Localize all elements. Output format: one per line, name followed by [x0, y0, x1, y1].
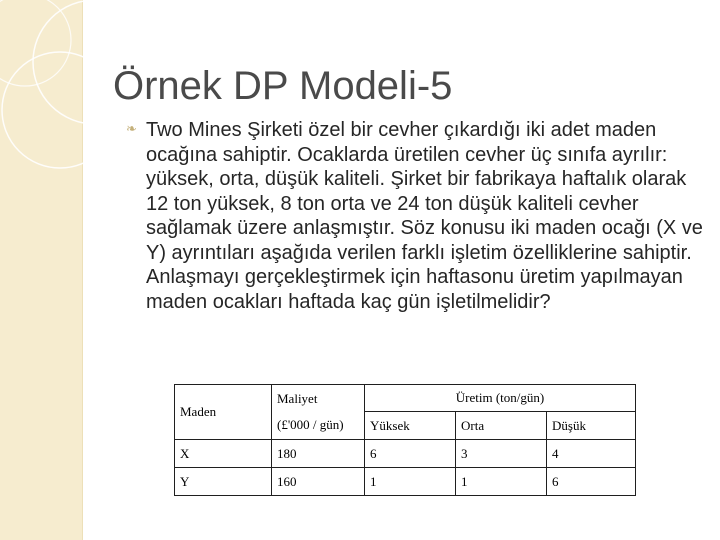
decorative-side-band: [0, 0, 82, 540]
cell-yuksek: 1: [365, 468, 456, 496]
cell-maden: Y: [175, 468, 272, 496]
cell-maliyet: 180: [272, 440, 365, 468]
header-maden: Maden: [175, 385, 272, 440]
cell-maliyet: 160: [272, 468, 365, 496]
cell-orta: 1: [456, 468, 547, 496]
cell-dusuk: 6: [547, 468, 636, 496]
bullet-icon: ❧: [126, 122, 137, 137]
header-orta: Orta: [456, 412, 547, 440]
header-maliyet-unit: (£'000 / gün): [272, 412, 365, 440]
table-header-row: [175, 385, 636, 412]
table-row: [175, 440, 636, 468]
slide-title: Örnek DP Modeli-5: [113, 64, 453, 108]
header-yuksek: Yüksek: [365, 412, 456, 440]
header-dusuk: Düşük: [547, 412, 636, 440]
body-paragraph: Two Mines Şirketi özel bir cevher çıkardığı iki adet maden ocağına sahiptir. Ocaklarda üretilen cevher üç sınıfa ayrılır: yüksek, orta, düşük kaliteli. Şirket bir fabrikaya haftalık olarak 12 ton yüksek, 8 ton orta ve 24 ton düşük kaliteli cevher sağlamak üzere anlaşmıştır. Söz konusu iki maden ocağı (X ve Y) ayrıntıları aşağıda verilen farklı işletim özelliklerine sahiptir. Anlaşmayı gerçekleştirmek için haftasonu üretim yapılmayan maden ocakları haftada kaç gün işletilmelidir?: [146, 119, 703, 313]
cell-dusuk: 4: [547, 440, 636, 468]
cell-yuksek: 6: [365, 440, 456, 468]
cell-maden: X: [175, 440, 272, 468]
body-paragraph-block: [126, 118, 706, 314]
side-band-divider: [82, 0, 83, 540]
header-uretim: Üretim (ton/gün): [365, 385, 636, 412]
header-maliyet: Maliyet: [272, 385, 365, 412]
cell-orta: 3: [456, 440, 547, 468]
mine-spec-table: [174, 384, 636, 496]
table-row: [175, 468, 636, 496]
